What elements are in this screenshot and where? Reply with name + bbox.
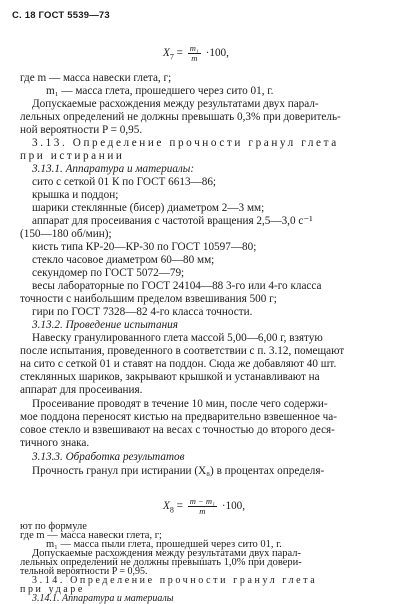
subsection-heading: 3.13.1. Аппаратура и материалы: — [32, 163, 195, 175]
text-line: Просеивание проводят в течение 10 мин, после чего содержи- — [32, 398, 328, 410]
subsection-heading: 3.13.3. Обработка результатов — [32, 451, 185, 463]
text-line: крышка и поддон; — [32, 189, 119, 201]
text-line: лельных определений не должны превышать 0,3% при доверитель- — [20, 111, 341, 123]
text-line: ной вероятности P = 0,95. — [20, 124, 143, 136]
formula-x7-subscript: 7 — [169, 52, 174, 62]
text-line: точности с наибольшим пределом взвешивания 500 г; — [20, 293, 277, 305]
formula-x7-numerator: m₁ — [189, 43, 199, 53]
formula-x8-numerator: m − m₁ — [189, 496, 215, 506]
text-line: m₁ — масса пыли глета, прошедшей через сито 01, г. — [46, 539, 282, 550]
text-line: Навеску гранулированного глета массой 5,00—6,00 г, взятую — [32, 332, 323, 344]
text-line: Прочность гранул при истирании (X₈) в процентах определя- — [32, 465, 325, 477]
text-line: тичного знака. — [20, 437, 90, 449]
text-line: аппарат для просеивания с частотой вращения 2,5—3,0 с⁻¹ — [32, 215, 313, 227]
section-heading-cont: при ударе — [20, 584, 85, 595]
formula-x7 — [163, 44, 229, 63]
text-line: m₁ — масса глета, прошедшего через сито 01, г. — [46, 85, 274, 97]
page-header: С. 18 ГОСТ 5539—73 — [12, 10, 110, 21]
formula-x7-fraction — [188, 44, 201, 63]
text-line: кисть типа КР-20—КР-30 по ГОСТ 10597—80; — [32, 241, 257, 253]
formula-x8-lhs: X — [163, 500, 170, 513]
subsection-heading: 3.13.2. Проведение испытания — [32, 319, 178, 331]
text-line: (150—180 об/мин); — [20, 228, 112, 240]
text-line: стекло часовое диаметром 60—80 мм; — [32, 254, 215, 266]
section-heading: 3.14. Определение прочности гранул глета — [32, 575, 318, 586]
formula-x7-equals: = — [173, 47, 186, 60]
text-line: Допускаемые расхождения между результатами двух парал- — [32, 548, 302, 559]
text-line: ют по формуле — [20, 521, 87, 532]
formula-x7-denominator: m — [191, 53, 198, 63]
text-line: гири по ГОСТ 7328—82 4-го класса точности. — [32, 306, 253, 318]
text-line: на сито с сеткой 01 и ставят на поддон. Сюда же добавляют 40 шт. — [20, 358, 337, 370]
text-line: после испытания, проведенного в соответствии с п. 3.12, помещают — [20, 345, 345, 357]
text-line: весы лабораторные по ГОСТ 24104—88 3-го или 4-го класса — [32, 280, 322, 292]
formula-x8-equals: = — [173, 500, 186, 513]
section-heading: 3.13. Определение прочности гранул глета — [32, 137, 339, 149]
formula-x8-fraction — [188, 497, 217, 516]
text-line: где m — масса навески глета, г; — [20, 530, 162, 541]
text-line: где m — масса навески глета, г; — [20, 72, 172, 84]
text-line: секундомер по ГОСТ 5072—79; — [32, 267, 185, 279]
text-line: Допускаемые расхождения между результатами двух парал- — [32, 98, 319, 110]
text-line: сито с сеткой 01 К по ГОСТ 6613—86; — [32, 176, 217, 188]
subsection-heading: 3.14.1. Аппаратура и материалы — [32, 593, 174, 604]
formula-x8-tail: ·100, — [218, 500, 246, 513]
text-line: шарики стеклянные (бисер) диаметром 2—3 мм; — [32, 202, 265, 214]
text-line: стеклянных шариков, закрывают крышкой и устанавливают на — [20, 371, 320, 383]
section-heading-cont: при истирании — [20, 150, 125, 162]
formula-x8 — [163, 497, 245, 516]
formula-x7-tail: ·100, — [202, 47, 229, 60]
text-line: мое поддона переносят кистью на предварительно взвешенное ча- — [20, 411, 337, 423]
text-line: тельной вероятности P = 0,95. — [20, 566, 148, 577]
text-line: лельных определений не должны превышать 1,0% при довери- — [20, 557, 302, 568]
formula-x8-denominator: m — [199, 506, 206, 516]
text-line: аппарат для просеивания. — [20, 384, 143, 396]
formula-x7-lhs: X — [163, 47, 170, 60]
text-line: совое стекло и взвешивают на весах с точностью до второго деся- — [20, 424, 335, 436]
formula-x8-subscript: 8 — [169, 505, 174, 515]
